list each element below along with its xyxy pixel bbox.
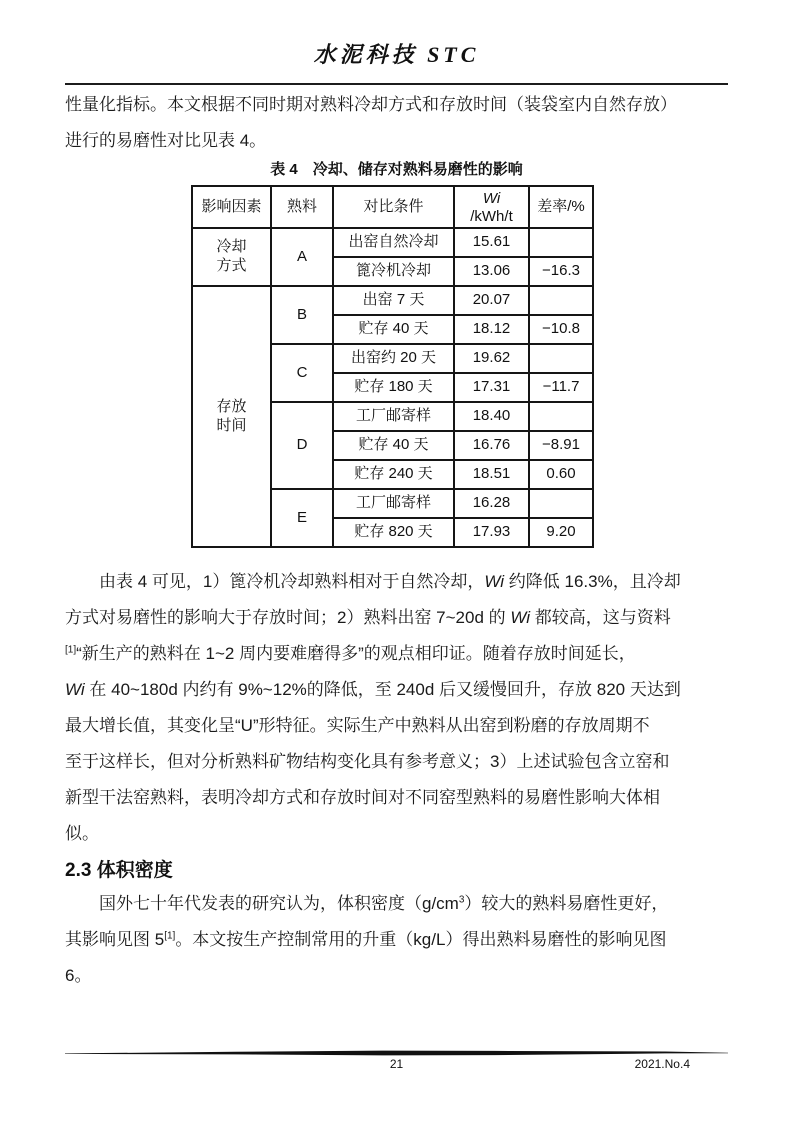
density-paragraph (65, 886, 728, 994)
rate-cell (529, 344, 593, 373)
rate-cell: −11.7 (529, 373, 593, 402)
text-segment: 由表 4 可见，1）篦冷机冷却熟料相对于自然冷却， (99, 572, 485, 591)
clinker-cell: C (271, 344, 333, 402)
condition-cell: 出窑 7 天 (333, 286, 454, 315)
text-line (65, 87, 728, 123)
factor-cell-storage: 存放 时间 (192, 286, 271, 547)
wi-cell: 20.07 (454, 286, 529, 315)
text-segment: 至于这样长，但对分析熟料矿物结构变化具有参考意义；3）上述试验包含立窑和 (65, 752, 670, 771)
condition-cell: 工厂邮寄样 (333, 489, 454, 518)
intro-paragraph (65, 87, 728, 159)
wi-cell: 16.28 (454, 489, 529, 518)
wi-cell: 15.61 (454, 228, 529, 257)
condition-cell: 贮存 40 天 (333, 315, 454, 344)
condition-cell: 贮存 820 天 (333, 518, 454, 547)
discussion-paragraph (65, 564, 728, 852)
condition-cell: 贮存 40 天 (333, 431, 454, 460)
text-segment: 似。 (65, 824, 99, 843)
rate-cell: −16.3 (529, 257, 593, 286)
journal-header (65, 40, 728, 85)
text-line (65, 780, 728, 816)
journal-title: 水泥科技 STC (313, 42, 480, 67)
text-segment: 在 40~180d 内约有 9%~12%的降低，至 240d 后又缓慢回升，存放 820 天达到 (84, 680, 681, 699)
section-heading-2-3: 2.3 体积密度 (65, 860, 173, 881)
clinker-cell: B (271, 286, 333, 344)
text-line (65, 123, 728, 159)
text-line (65, 922, 728, 958)
citation-superscript: [1] (65, 644, 77, 656)
text-line (65, 636, 728, 672)
exponent-superscript: 3 (458, 894, 465, 906)
wi-cell: 18.40 (454, 402, 529, 431)
rate-cell (529, 402, 593, 431)
header-rule (65, 83, 728, 85)
text-segment: 约降低 16.3%，且冷却 (504, 572, 681, 591)
wi-symbol: Wi (510, 608, 531, 627)
condition-cell: 出窑自然冷却 (333, 228, 454, 257)
footer-text-row (65, 1057, 728, 1075)
text-segment: ）较大的熟料易磨性更好， (464, 894, 669, 913)
col-header-clinker: 熟料 (271, 186, 333, 228)
rate-cell: −8.91 (529, 431, 593, 460)
text-segment: 新型干法窑熟料，表明冷却方式和存放时间对不同窑型熟料的易磨性影响大体相 (65, 788, 660, 807)
text-line (65, 958, 728, 994)
text-segment: 方式对易磨性的影响大于存放时间；2）熟料出窑 7~20d 的 (65, 608, 511, 627)
wi-cell: 16.76 (454, 431, 529, 460)
text-segment: 进行的易磨性对比见表 4。 (65, 131, 267, 150)
condition-cell: 篦冷机冷却 (333, 257, 454, 286)
table-4 (191, 185, 594, 548)
wi-symbol: Wi (65, 680, 85, 699)
table-row (192, 228, 593, 257)
wi-cell: 18.51 (454, 460, 529, 489)
rate-cell (529, 286, 593, 315)
footer-divider (65, 1050, 728, 1056)
text-segment: 都较高，这与资料 (530, 608, 671, 627)
text-line (65, 708, 728, 744)
col-header-factor: 影响因素 (192, 186, 271, 228)
wi-cell: 17.93 (454, 518, 529, 547)
table-header-row (192, 186, 593, 228)
text-line (65, 672, 728, 708)
rate-cell (529, 228, 593, 257)
page-footer (65, 1050, 728, 1075)
rate-cell: 0.60 (529, 460, 593, 489)
text-line (65, 886, 728, 922)
wi-cell: 13.06 (454, 257, 529, 286)
rate-cell: 9.20 (529, 518, 593, 547)
text-segment: “新生产的熟料在 1~2 周内要难磨得多”的观点相印证。随着存放时间延长， (76, 644, 636, 663)
clinker-cell: A (271, 228, 333, 286)
wi-cell: 18.12 (454, 315, 529, 344)
col-header-condition: 对比条件 (333, 186, 454, 228)
text-segment: 其影响见图 5 (65, 930, 165, 949)
condition-cell: 贮存 180 天 (333, 373, 454, 402)
clinker-cell: E (271, 489, 333, 547)
text-segment: 性量化指标。本文根据不同时期对熟料冷却方式和存放时间（装袋室内自然存放） (65, 95, 677, 114)
factor-cell-cooling: 冷却 方式 (192, 228, 271, 286)
text-segment: 。本文按生产控制常用的升重（kg/L）得出熟料易磨性的影响见图 (175, 930, 667, 949)
wi-unit: /kWh/t (470, 208, 513, 225)
condition-cell: 出窑约 20 天 (333, 344, 454, 373)
text-segment: 国外七十年代发表的研究认为，体积密度（g/cm (99, 894, 459, 913)
text-segment: 6。 (65, 966, 92, 985)
col-header-rate: 差率/% (529, 186, 593, 228)
rate-cell: −10.8 (529, 315, 593, 344)
text-line (65, 564, 728, 600)
col-header-wi (454, 186, 529, 228)
wi-cell: 17.31 (454, 373, 529, 402)
table-row (192, 286, 593, 315)
citation-superscript: [1] (164, 930, 176, 942)
condition-cell: 工厂邮寄样 (333, 402, 454, 431)
rate-cell (529, 489, 593, 518)
wi-cell: 19.62 (454, 344, 529, 373)
text-line (65, 816, 728, 852)
condition-cell: 贮存 240 天 (333, 460, 454, 489)
table-title: 表 4 冷却、储存对熟料易磨性的影响 (270, 161, 523, 178)
page-number: 21 (389, 1057, 404, 1071)
issue-number: 2021.No.4 (634, 1057, 690, 1071)
wi-symbol: Wi (482, 190, 501, 207)
text-line (65, 744, 728, 780)
text-segment: 最大增长值，其变化呈“U”形特征。实际生产中熟料从出窑到粉磨的存放周期不 (65, 716, 650, 735)
text-line (65, 600, 728, 636)
clinker-cell: D (271, 402, 333, 489)
wi-symbol: Wi (484, 572, 505, 591)
